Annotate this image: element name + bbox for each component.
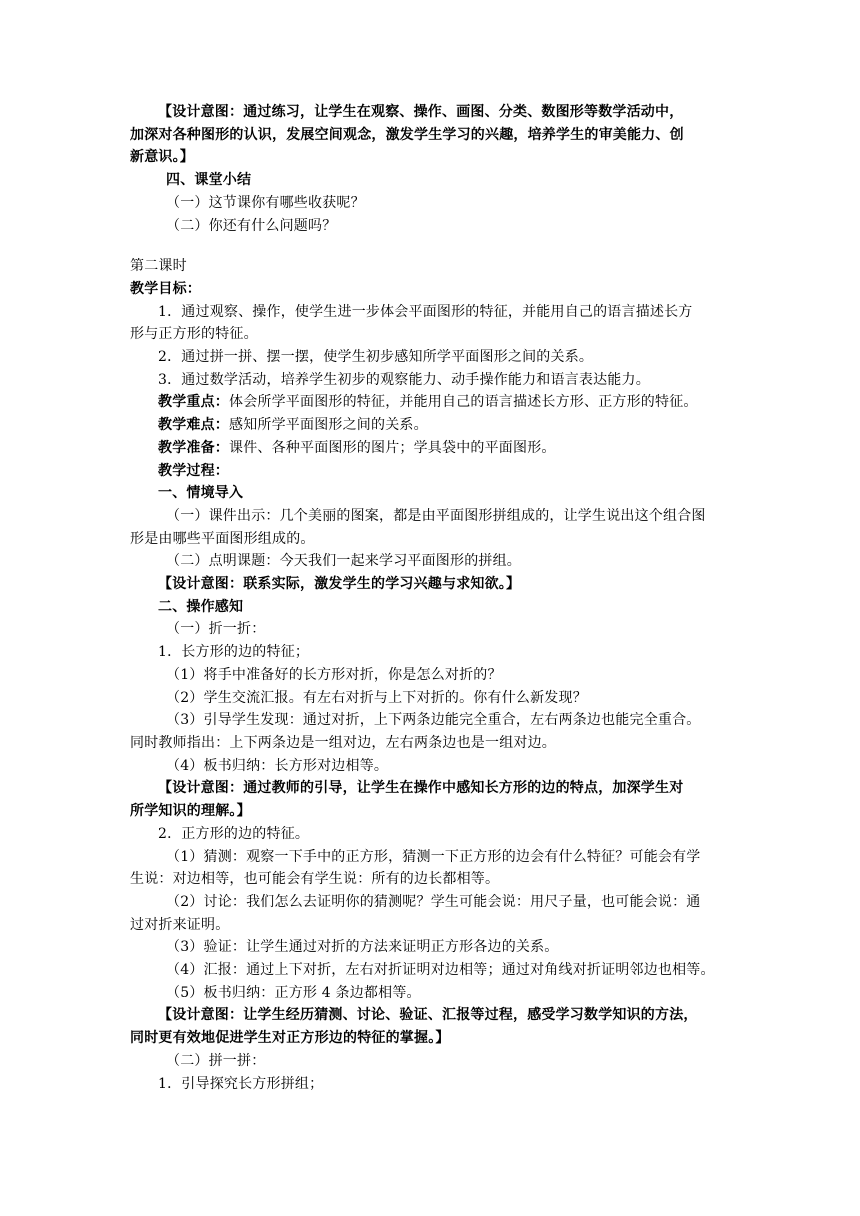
summary-question-1: （一）这节课你有哪些收获呢？ (166, 194, 365, 211)
square-step-4: （4）汇报：通过上下对折，左右对折证明对边相等；通过对角线对折证明邻边也相等。 (166, 962, 715, 979)
section-heading-summary: 四、课堂小结 (166, 172, 252, 189)
objective-1-line-2: 形与正方形的特征。 (130, 326, 258, 343)
design-intent-3-line-2: 所学知识的理解。】 (130, 803, 251, 820)
preparation-text: 课件、各种平面图形的图片；学具袋中的平面图形。 (229, 439, 556, 456)
blank-gap (130, 237, 730, 255)
square-step-5: （5）板书归纳：正方形 4 条边都相等。 (166, 984, 421, 1001)
square-step-1-line-2: 生说：对边相等，也可能会有学生说：所有的边长都相等。 (130, 871, 500, 888)
preparation-row (130, 437, 730, 460)
difficulty-label: 教学难点： (158, 417, 229, 434)
square-edge-heading: 2．正方形的边的特征。 (158, 825, 310, 842)
key-point-text: 体会所学平面图形的特征，并能用自己的语言描述长方形、正方形的特征。 (229, 394, 698, 411)
design-intent-2: 【设计意图：联系实际，激发学生的学习兴趣与求知欲。】 (158, 576, 521, 593)
difficulty-row (130, 414, 730, 437)
section-heading-operation: 二、操作感知 (158, 598, 244, 615)
rectangle-step-3-line-2: 同时教师指出：上下两条边是一组对边，左右两条边也是一组对边。 (130, 734, 556, 751)
intro-item-1-line-2: 形是由哪些平面图形组成的。 (130, 530, 315, 547)
fold-heading: （一）折一折： (166, 621, 266, 638)
rectangle-step-3-line-1: （3）引导学生发现：通过对折，上下两条边能完全重合，左右两条边也能完全重合。 (166, 712, 701, 729)
square-step-2-line-1: （2）讨论：我们怎么去证明你的猜测呢？学生可能会说：用尺子量，也可能会说：通 (166, 893, 701, 910)
combine-heading: （二）拼一拼： (166, 1052, 266, 1069)
summary-question-2: （二）你还有什么问题吗？ (166, 217, 337, 234)
design-intent-1-line-3: 新意识。】 (130, 149, 194, 166)
rectangle-step-4: （4）板书归纳：长方形对边相等。 (166, 757, 389, 774)
square-step-2-line-2: 过对折来证明。 (130, 916, 230, 933)
rectangle-combine-item: 1．引导探究长方形拼组； (158, 1075, 324, 1092)
objective-2: 2．通过拼一拼、摆一摆，使学生初步感知所学平面图形之间的关系。 (158, 349, 594, 366)
document-body (130, 101, 730, 1095)
difficulty-text: 感知所学平面图形之间的关系。 (229, 417, 428, 434)
intro-item-1-line-1: （一）课件出示：几个美丽的图案，都是由平面图形拼组成的，让学生说出这个组合图 (166, 507, 706, 524)
rectangle-step-1: （1）将手中准备好的长方形对折，你是怎么对折的？ (166, 666, 502, 683)
objectives-heading: 教学目标： (130, 280, 201, 297)
rectangle-step-2: （2）学生交流汇报。有左右对折与上下对折的。你有什么新发现？ (166, 689, 587, 706)
key-point-row (130, 391, 730, 414)
intro-item-2: （二）点明课题：今天我们一起来学习平面图形的拼组。 (166, 553, 521, 570)
lesson-title: 第二课时 (130, 258, 187, 275)
square-step-3: （3）验证：让学生通过对折的方法来证明正方形各边的关系。 (166, 939, 559, 956)
square-step-1-line-1: （1）猜测：观察一下手中的正方形，猜测一下正方形的边会有什么特征？可能会有学 (166, 848, 701, 865)
objective-1-line-1: 1．通过观察、操作，使学生进一步体会平面图形的特征，并能用自己的语言描述长方 (158, 303, 693, 320)
design-intent-4-line-1: 【设计意图：让学生经历猜测、讨论、验证、汇报等过程，感受学习数学知识的方法， (158, 1007, 698, 1024)
key-point-label: 教学重点： (158, 394, 229, 411)
design-intent-3-line-1: 【设计意图：通过教师的引导，让学生在操作中感知长方形的边的特点，加深学生对 (158, 780, 684, 797)
preparation-label: 教学准备： (158, 439, 229, 456)
rectangle-edge-heading: 1．长方形的边的特征； (158, 644, 310, 661)
objective-3: 3．通过数学活动，培养学生初步的观察能力、动手操作能力和语言表达能力。 (158, 371, 650, 388)
design-intent-1-line-2: 加深对各种图形的认识，发展空间观念，激发学生学习的兴趣，培养学生的审美能力、创 (130, 126, 684, 143)
section-heading-intro: 一、情境导入 (158, 485, 244, 502)
design-intent-1-line-1: 【设计意图：通过练习，让学生在观察、操作、画图、分类、数图形等数学活动中， (158, 104, 684, 120)
process-heading: 教学过程： (158, 462, 229, 479)
design-intent-4-line-2: 同时更有效地促进学生对正方形边的特征的掌握。】 (130, 1030, 450, 1047)
